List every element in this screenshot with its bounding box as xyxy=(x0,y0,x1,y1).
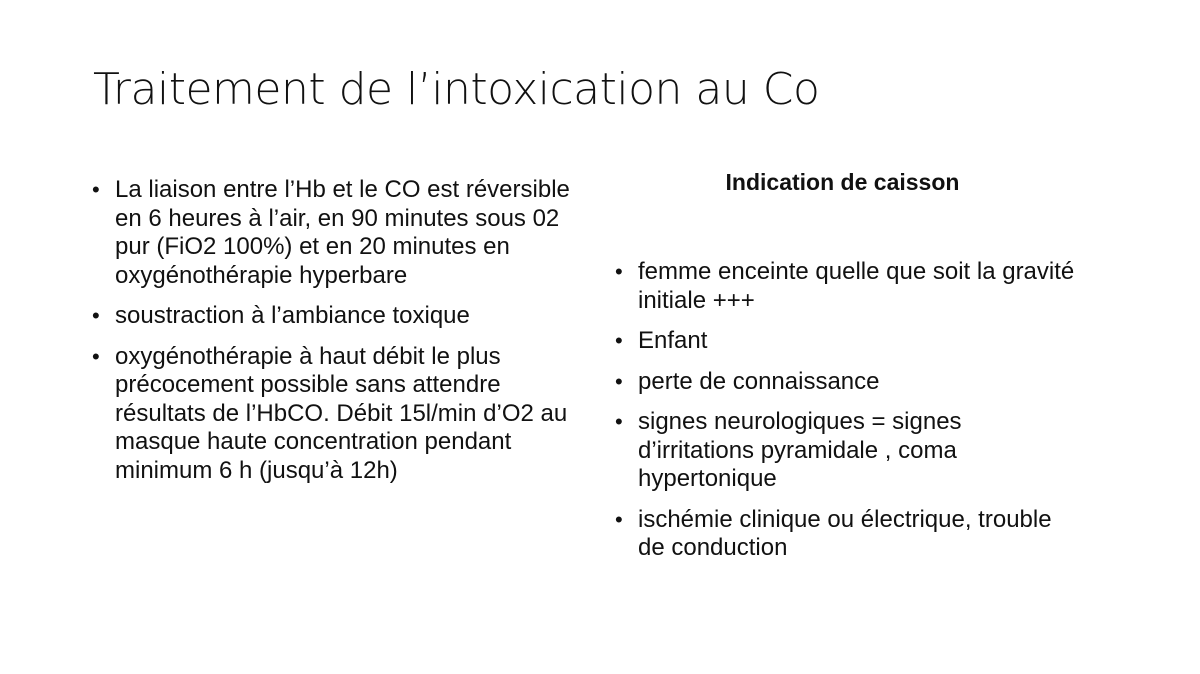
right-column xyxy=(615,168,1075,575)
list-item-neurological-signs: • signes neurologiques = signes d’irritations pyramidale , coma hypertonique xyxy=(615,408,1075,494)
list-item-hb-co-reversibility: • La liaison entre l’Hb et le CO est réversible en 6 heures à l’air, en 90 minutes sous 02 pur (FiO2 100%) et en 20 minutes en oxygénothérapie hyperbare xyxy=(92,176,592,290)
list-item-high-flow-oxygen: • oxygénothérapie à haut débit le plus précocement possible sans attendre résultats de l’HbCO. Débit 15l/min d’O2 au masque haute concentration pendant minimum 6 h (jusqu’à 12h) xyxy=(92,343,592,486)
list-item-ischemia: • ischémie clinique ou électrique, trouble de conduction xyxy=(615,506,1075,563)
column-heading: Indication de caisson xyxy=(725,169,960,195)
left-bullet-list xyxy=(92,176,592,485)
left-column xyxy=(92,176,592,497)
list-item-toxic-environment: • soustraction à l’ambiance toxique xyxy=(92,302,592,331)
list-item-pregnant-woman: • femme enceinte quelle que soit la gravité initiale +++ xyxy=(615,258,1075,315)
list-item-child: • Enfant xyxy=(615,327,1075,356)
list-item-loss-of-consciousness: • perte de connaissance xyxy=(615,368,1075,397)
slide-title: Traitement de l’intoxication au Co xyxy=(93,64,820,115)
right-bullet-list xyxy=(615,258,1075,563)
